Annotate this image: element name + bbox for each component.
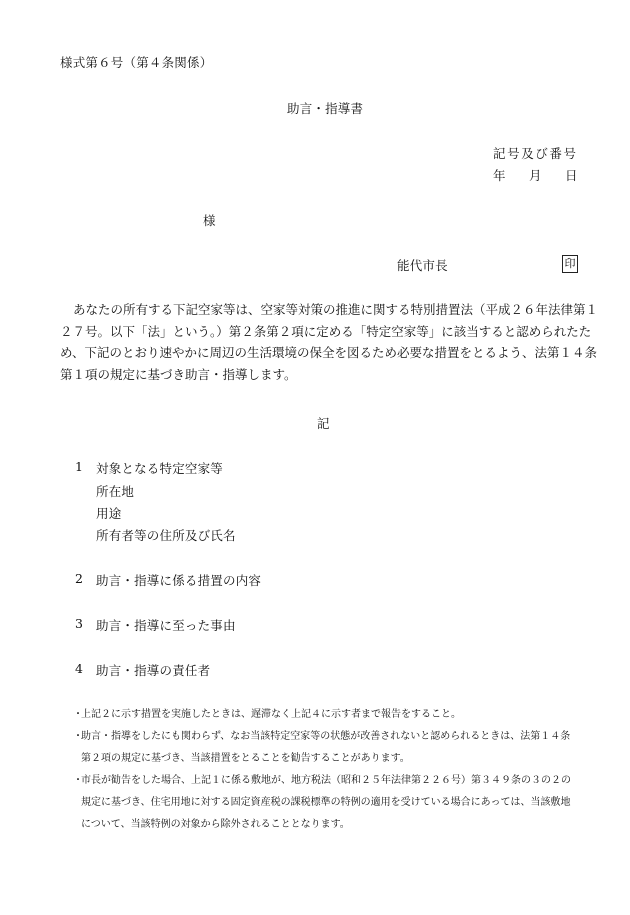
note-bullet: ・: [73, 775, 83, 786]
body-line: あなたの所有する下記空家等は、空家等対策の推進に関する特別措置法（平成２６年法律第１: [73, 302, 599, 317]
item-label: 助言・指導に至った事由: [96, 618, 236, 633]
item-label: 対象となる特定空家等: [96, 461, 224, 476]
issuer-name: 能代市長: [397, 258, 448, 273]
addressee-suffix: 様: [203, 213, 216, 228]
note-text: 市長が勧告をした場合、上記１に係る敷地が、地方税法（昭和２５年法律第２２６号）第３４９条の３の２の: [81, 775, 571, 786]
body-paragraph: [60, 299, 599, 385]
note-text: 上記２に示す措置を実施したときは、遅滞なく上記４に示す者まで報告をすること。: [81, 709, 461, 720]
ki-heading: 記: [317, 416, 330, 431]
body-line: 第１項の規定に基づき助言・指導します。: [60, 366, 297, 382]
date-day: 日: [565, 168, 578, 183]
item-number: 4: [75, 661, 84, 676]
body-line: め、下記のとおり速やかに周辺の生活環境の保全を図るため必要な措置をとるよう、法第１４条: [60, 345, 598, 360]
note-bullet: ・: [73, 709, 83, 720]
seal-mark: 印: [562, 255, 578, 273]
reference-number: 記号及び番号: [493, 146, 578, 161]
item-number: 3: [75, 616, 84, 631]
sub-item: 所在地: [96, 484, 135, 499]
document-title: 助言・指導書: [287, 101, 364, 116]
item-label: 助言・指導に係る措置の内容: [96, 573, 262, 588]
note-text: 助言・指導をしたにも関わらず、なお当該特定空家等の状態が改善されないと認められるときは、法第１４条: [81, 731, 571, 742]
item-label: 助言・指導の責任者: [96, 663, 211, 678]
sub-item: 用途: [96, 506, 122, 521]
note-text: について、当該特例の対象から除外されることとなります。: [81, 819, 350, 830]
form-label: 様式第６号（第４条関係）: [60, 55, 213, 70]
item-number: 2: [75, 571, 84, 586]
note-bullet: ・: [73, 731, 83, 742]
sub-item: 所有者等の住所及び氏名: [96, 528, 236, 543]
note-text: 規定に基づき、住宅用地に対する固定資産税の課税標準の特例の適用を受けている場合にあっては、当該敷地: [81, 797, 571, 808]
date-year: 年: [493, 168, 506, 183]
date-month: 月: [529, 168, 542, 183]
item-number: 1: [75, 459, 84, 474]
note-text: 第２項の規定に基づき、当該措置をとることを勧告することがあります。: [81, 753, 410, 764]
body-line: ２７号。以下「法」という。）第２条第２項に定める「特定空家等」に該当すると認められたた: [60, 323, 592, 339]
